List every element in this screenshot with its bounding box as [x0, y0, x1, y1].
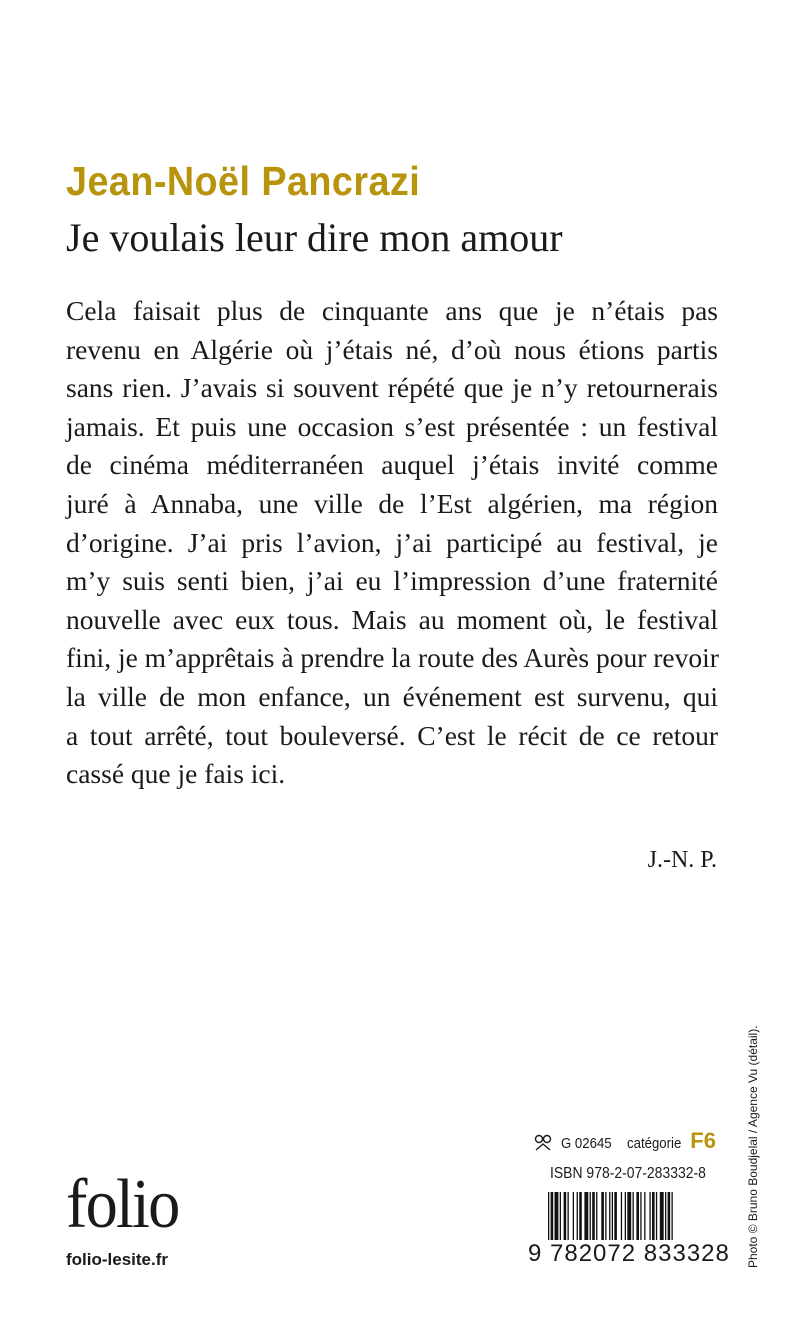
back-cover-blurb	[66, 292, 718, 794]
blurb-line: m’y suis senti bien, j’ai eu l’impression d’une fraternité	[66, 565, 718, 597]
author-name: Jean-Noël Pancrazi	[66, 158, 421, 204]
blurb-line: fini, je m’apprêtais à prendre la route des Aurès pour revoir	[66, 642, 719, 674]
barcode-digits: 9 782072 833328	[528, 1240, 730, 1267]
blurb-line: d’origine. J’ai pris l’avion, j’ai participé au festival, je	[66, 526, 718, 558]
blurb-line: Cela faisait plus de cinquante ans que je n’étais pas	[66, 295, 718, 326]
blurb-line: de cinéma méditerranéen auquel j’étais invité comme	[66, 449, 718, 481]
blurb-line: juré à Annaba, une ville de l’Est algérien, ma région	[66, 487, 718, 519]
publisher-logo: folio	[66, 1166, 179, 1243]
book-title: Je voulais leur dire mon amour	[66, 215, 563, 260]
g-code: G 02645	[561, 1135, 612, 1152]
blurb-line: jamais. Et puis une occasion s’est présentée : un festival	[66, 410, 718, 442]
gallimard-mark-icon	[533, 1134, 553, 1152]
blurb-line: cassé que je fais ici.	[66, 758, 286, 790]
blurb-line: la ville de mon enfance, un événement est survenu, qui	[66, 680, 718, 712]
category-label: catégorie	[626, 1135, 681, 1152]
isbn: ISBN 978-2-07-283332-8	[550, 1165, 706, 1182]
photo-credit: Photo © Bruno Boudjelal / Agence Vu (détail).	[746, 1025, 760, 1268]
blurb-line: sans rien. J’avais si souvent répété que je n’y retournerais	[66, 372, 718, 404]
blurb-line: a tout arrêté, tout bouleversé. C’est le récit de ce retour	[66, 719, 718, 751]
author-signature: J.-N. P.	[647, 847, 717, 873]
category-value: F6	[690, 1128, 716, 1153]
blurb-line: nouvelle avec eux tous. Mais au moment où, le festival	[66, 603, 718, 635]
blurb-line: revenu en Algérie où j’étais né, d’où nous étions partis	[66, 333, 718, 365]
publisher-site: folio-lesite.fr	[66, 1250, 169, 1269]
catalog-codes	[533, 1130, 721, 1152]
